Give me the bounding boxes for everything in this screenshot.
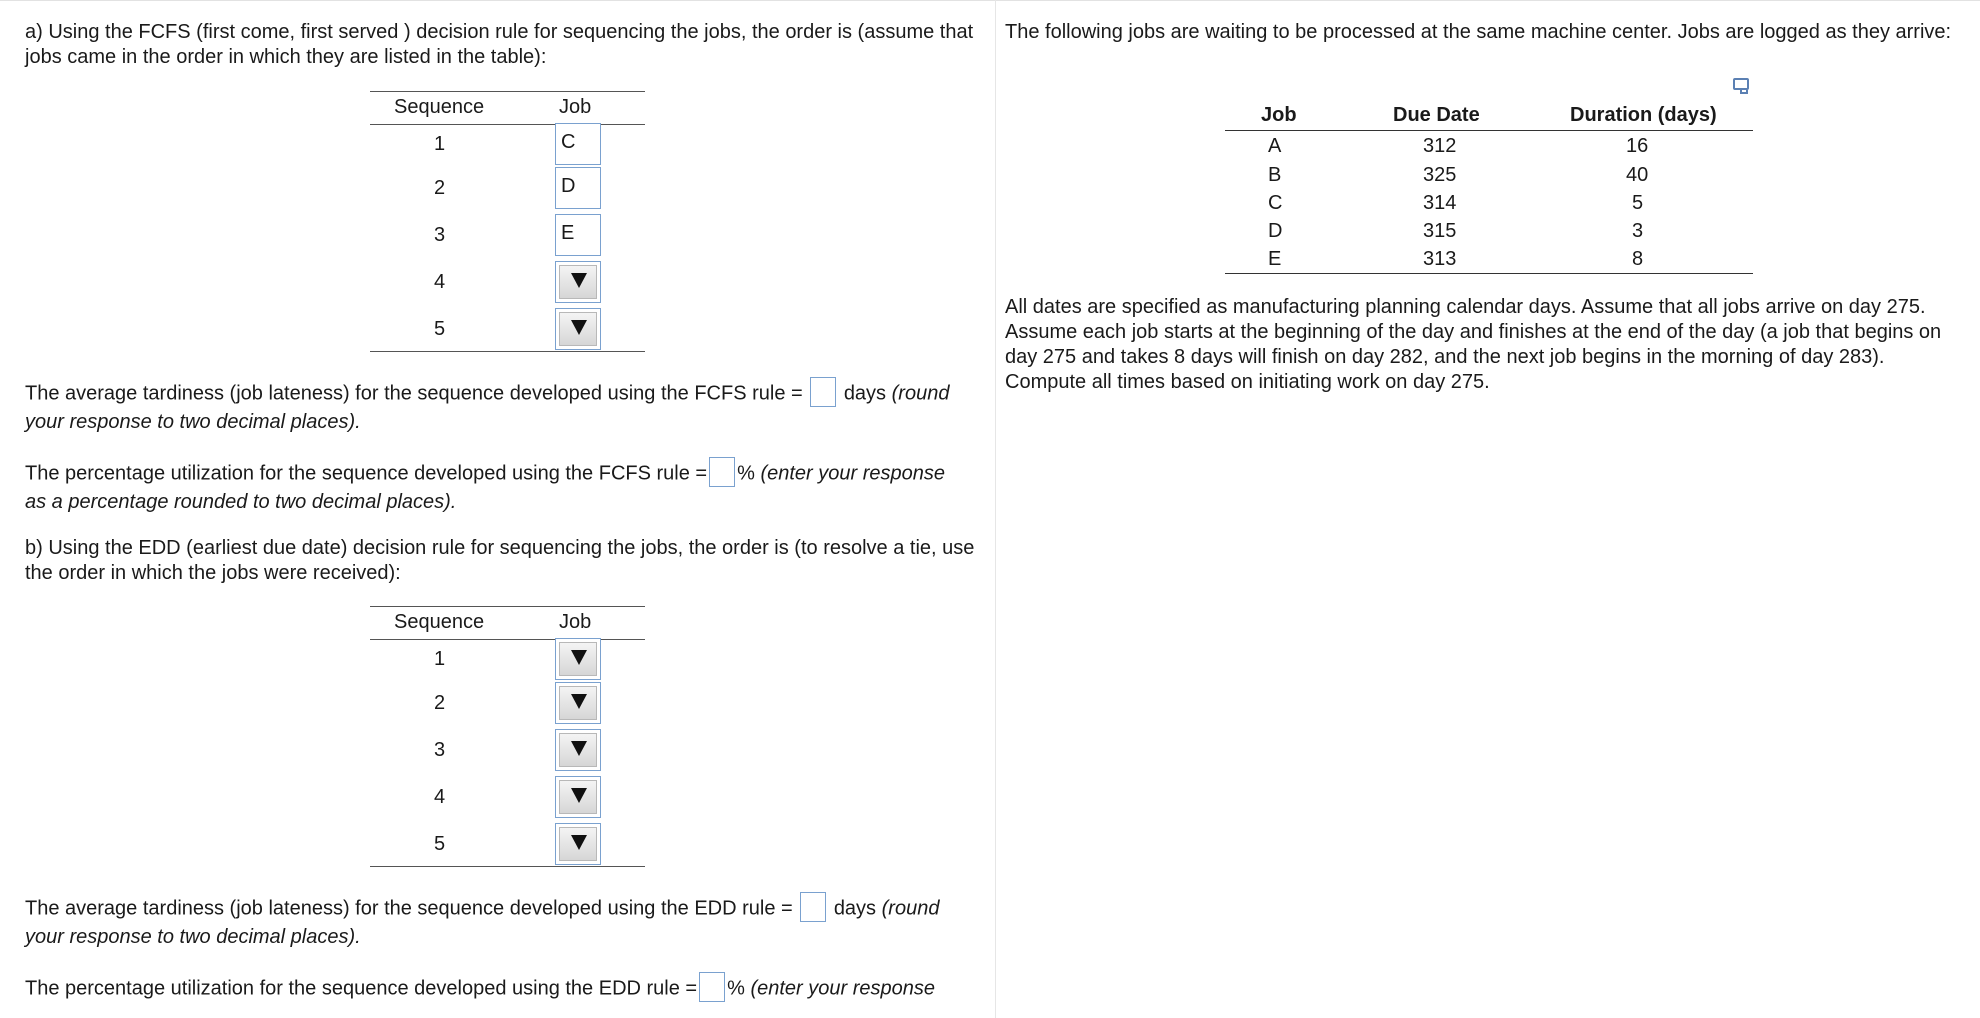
fcfs-tardiness-label: The average tardiness (job lateness) for the sequence developed using the FCFS rule = [25, 382, 803, 405]
edd-job-2-dropdown[interactable] [555, 682, 601, 724]
dropdown-arrow-icon [571, 788, 587, 803]
sequence-number: 1 [434, 648, 446, 670]
due-date-cell: 315 [1423, 220, 1457, 242]
edd-utilization-note: (enter your response [750, 977, 936, 1000]
problem-notes: All dates are specified as manufacturing planning calendar days. Assume that all jobs arrive on day 275. Assume each job starts at the beginning of the day and finishes at the end of the day (a job that begins on day 275 and takes 8 days will finish on day 282, and the next job begins in the morning of day 283). Compute all times based on initiating work on day 275. [1005, 296, 1942, 393]
dropdown-arrow-icon [571, 741, 587, 756]
due-date-cell: 325 [1423, 164, 1457, 186]
fcfs-utilization-line [25, 459, 985, 489]
fcfs-tardiness-note: (round [891, 382, 950, 405]
edd-utilization-label: The percentage utilization for the sequence developed using the EDD rule = [25, 977, 698, 1000]
fcfs-utilization-note: (enter your response [760, 462, 945, 485]
fcfs-job-2-input[interactable]: D [555, 167, 601, 209]
column-divider [995, 0, 996, 1018]
edd-job-1-dropdown[interactable] [555, 638, 601, 680]
due-date-cell: 312 [1423, 135, 1457, 157]
job-cell: C [1268, 192, 1283, 214]
fcfs-job-5-dropdown[interactable] [555, 308, 601, 350]
duration-cell: 16 [1626, 135, 1649, 157]
edd-tardiness-label: The average tardiness (job lateness) for the sequence developed using the EDD rule = [25, 897, 793, 920]
dropdown-arrow-icon [571, 320, 587, 335]
edd-tardiness-input[interactable] [800, 892, 826, 922]
fcfs-utilization-input[interactable] [709, 457, 735, 487]
due-date-column-header: Due Date [1393, 104, 1480, 126]
edd-job-3-dropdown[interactable] [555, 729, 601, 771]
sequence-number: 2 [434, 692, 446, 714]
dropdown-arrow-icon [571, 835, 587, 850]
percent-sign: % [737, 462, 755, 485]
sequence-number: 3 [434, 739, 446, 761]
fcfs-tardiness-line [25, 379, 985, 409]
sequence-header: Sequence [394, 96, 485, 118]
edd-job-4-dropdown[interactable] [555, 776, 601, 818]
dropdown-arrow-icon [571, 650, 587, 665]
job-header: Job [559, 96, 592, 118]
fcfs-tardiness-note-cont: your response to two decimal places). [25, 411, 361, 433]
fcfs-job-4-dropdown[interactable] [555, 261, 601, 303]
dropdown-arrow-icon [571, 694, 587, 709]
sequence-number: 4 [434, 786, 446, 808]
edd-sequence-table [370, 606, 645, 855]
edd-tardiness-line [25, 894, 985, 924]
sequence-number: 4 [434, 271, 446, 293]
fcfs-tardiness-input[interactable] [810, 377, 836, 407]
job-cell: D [1268, 220, 1283, 242]
table-rule [370, 351, 645, 352]
sequence-number: 2 [434, 177, 446, 199]
fcfs-utilization-label: The percentage utilization for the sequence developed using the FCFS rule = [25, 462, 708, 485]
table-rule [370, 866, 645, 867]
due-date-cell: 314 [1423, 192, 1457, 214]
header-rule [1225, 130, 1753, 131]
edd-tardiness-note-cont: your response to two decimal places). [25, 926, 361, 948]
fcfs-job-3-input[interactable]: E [555, 214, 601, 256]
duration-column-header: Duration (days) [1570, 104, 1717, 126]
fcfs-table-header [370, 91, 645, 125]
table-bottom-rule [1225, 273, 1753, 274]
part-b-intro: b) Using the EDD (earliest due date) decision rule for sequencing the jobs, the order is (to resolve a tie, use the order in which the jobs were received): [25, 537, 975, 584]
edd-utilization-line [25, 974, 985, 1004]
job-column-header: Job [1261, 104, 1297, 126]
percent-sign: % [727, 977, 745, 1000]
fcfs-sequence-table [370, 91, 645, 340]
edd-tardiness-unit: days [833, 897, 877, 920]
job-cell: A [1268, 135, 1282, 157]
duration-cell: 5 [1632, 192, 1644, 214]
edd-job-5-dropdown[interactable] [555, 823, 601, 865]
sequence-header: Sequence [394, 611, 485, 633]
top-border [0, 0, 1980, 1]
expand-icon[interactable] [1733, 78, 1749, 90]
job-cell: B [1268, 164, 1282, 186]
fcfs-utilization-note-cont: as a percentage rounded to two decimal places). [25, 491, 457, 513]
sequence-number: 5 [434, 833, 446, 855]
due-date-cell: 313 [1423, 248, 1457, 270]
part-a-intro: a) Using the FCFS (first come, first served ) decision rule for sequencing the jobs, the order is (assume that jobs came in the order in which they are listed in the table): [25, 21, 974, 68]
edd-table-header [370, 606, 645, 640]
duration-cell: 40 [1626, 164, 1649, 186]
sequence-number: 3 [434, 224, 446, 246]
edd-utilization-input[interactable] [699, 972, 725, 1002]
sequence-number: 1 [434, 133, 446, 155]
fcfs-job-1-input[interactable]: C [555, 123, 601, 165]
problem-intro: The following jobs are waiting to be processed at the same machine center. Jobs are logged as they arrive: [1005, 21, 1952, 43]
duration-cell: 8 [1632, 248, 1644, 270]
fcfs-tardiness-unit: days [843, 382, 887, 405]
job-header: Job [559, 611, 592, 633]
job-cell: E [1268, 248, 1282, 270]
duration-cell: 3 [1632, 220, 1644, 242]
dropdown-arrow-icon [571, 273, 587, 288]
sequence-number: 5 [434, 318, 446, 340]
edd-tardiness-note: (round [881, 897, 940, 920]
